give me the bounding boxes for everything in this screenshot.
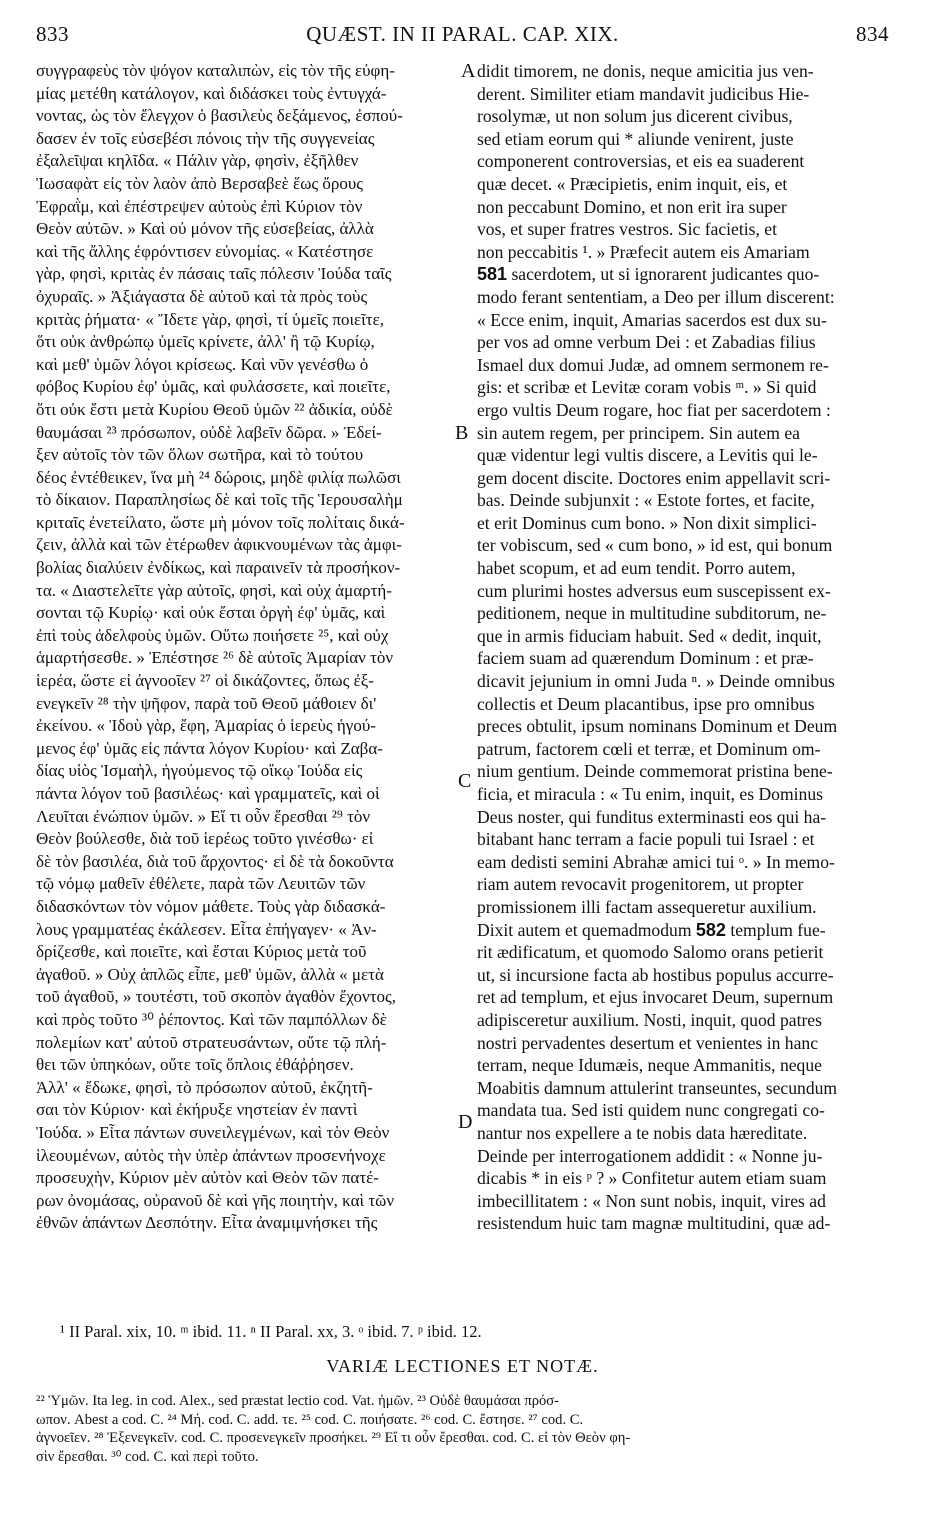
latin-text-line: bitabant hanc terram a facie populi tui Israel : et: [477, 829, 815, 850]
latin-text-line: sed etiam eorum qui * aliunde venirent, juste: [477, 128, 794, 149]
note-line: ²² Ὑμῶν. Ita leg. in cod. Alex., sed præstat lectio cod. Vat. ἡμῶν. ²³ Οὐδὲ θαυμάσαι πρόσ-: [36, 1393, 560, 1409]
greek-text-line: ἐθνῶν ἁπάντων Δεσπότην. Εἶτα ἀναμιμνήσκει τῆς: [36, 1213, 378, 1233]
latin-text-line: collectis et Deum placantibus, ipse pro omnibus: [477, 693, 815, 714]
greek-text-line: θει τῶν ὑπηκόων, οὔτε τοῖς ὅπλοις ἐθάῤῥησεν.: [36, 1055, 354, 1075]
latin-text-line: rosolymæ, ut non solum jus dicerent civibus,: [477, 106, 793, 127]
latin-text-line: per vos ad omne verbum Dei : et Zabadias filius: [477, 332, 816, 353]
greek-text-line: σαι τὸν Κύριον· καὶ ἐκήρυξε νηστείαν ἐν παντὶ: [36, 1100, 358, 1120]
greek-text-line: τα. « Διαστελεῖτε γὰρ αὐτοῖς, φησὶ, καὶ οὐχ ἁμαρτή-: [36, 580, 392, 600]
latin-text-line: ret ad templum, et ejus invocaret Deum, supernum: [477, 987, 834, 1008]
greek-text-line: δρίζεσθε, καὶ ποιεῖτε, καὶ ἔσται Κύριος μετὰ τοῦ: [36, 942, 367, 962]
greek-text-line: θαυμάσαι ²³ πρόσωπον, οὐδὲ λαβεῖν δῶρα. » Ἐδεί-: [36, 422, 382, 442]
greek-text-line: δὲ τὸν βασιλέα, διὰ τοῦ ἄρχοντος· εἰ δὲ τὰ δοκοῦντα: [36, 851, 394, 871]
greek-text-line: κριταῖς ἐνετείλατο, ὥστε μὴ μόνον τοῖς πολίταις δικά-: [36, 512, 405, 532]
latin-text-line: nostri pervadentes desertum et venientes in hanc: [477, 1032, 819, 1053]
greek-text-line: Ἰωσαφὰτ εἰς τὸν λαὸν ἀπὸ Βερσαβεὲ ἕως ὄρους: [36, 173, 363, 193]
latin-text-line: non peccabitis ¹. » Præfecit autem eis Amariam: [477, 241, 810, 262]
greek-text-line: ρων ὀνομάσας, οὐρανοῦ δὲ καὶ γῆς ποιητὴν, καὶ τῶν: [36, 1190, 395, 1210]
greek-text-line: δέος ἐντέθεικεν, ἵνα μὴ ²⁴ δώροις, μηδὲ φιλίᾳ πωλῶσι: [36, 467, 401, 487]
latin-text-line: didit timorem, ne donis, neque amicitia jus ven-: [477, 61, 814, 81]
greek-text-line: Ἰούδα. » Εἶτα πάντων συνειλεγμένων, καὶ τὸν Θεὸν: [36, 1122, 390, 1142]
greek-text-line: ἱερέα, ὥστε εἰ ἀγνοοῖεν ²⁷ οἱ δικάζοντες, ὅπως ἐξ-: [36, 671, 374, 691]
latin-text-line: dicabis * in eis ᵖ ? » Confitetur autem etiam suam: [477, 1168, 827, 1189]
greek-text-line: ἀγαθοῦ. » Οὐχ ἁπλῶς εἶπε, μεθ' ὑμῶν, ἀλλὰ « μετὰ: [36, 964, 384, 984]
note-line: ωπον. Abest a cod. C. ²⁴ Μή. cod. C. add. τε. ²⁵ cod. C. ποιήσατε. ²⁶ cod. C. ἔστησε. ²⁷ cod. C.: [36, 1411, 584, 1428]
margin-letter-c: C: [458, 770, 472, 792]
latin-text-line: habet scopum, et ad eum tendit. Porro autem,: [477, 558, 796, 579]
greek-text-line: ἐκείνου. « Ἰδοὺ γὰρ, ἔφη, Ἀμαρίας ὁ ἱερεὺς ἡγού-: [36, 716, 376, 736]
footnotes: ¹ II Paral. xix, 10. ᵐ ibid. 11. ⁿ II Paral. xx, 3. ᵒ ibid. 7. ᵖ ibid. 12.: [60, 1322, 482, 1341]
latin-text-line: Deinde per interrogationem addidit : « Nonne ju-: [477, 1145, 823, 1166]
greek-text-line: μενος ἐφ' ὑμᾶς εἰς πάντα λόγον Κυρίου· καὶ Ζαβα-: [36, 738, 383, 758]
latin-text-line: sin autem regem, per principem. Sin autem ea: [477, 422, 800, 443]
greek-text-line: φόβος Κυρίου ἐφ' ὑμᾶς, καὶ φυλάσσετε, καὶ ποιεῖτε,: [36, 377, 391, 397]
greek-text-line: σονται τῷ Κυρίῳ· καὶ οὐκ ἔσται ὀργὴ ἐφ' ὑμᾶς, καὶ: [36, 603, 386, 623]
greek-text-line: συγγραφεὺς τὸν ψόγον καταλιπὼν, εἰς τὸν τῆς εὐφη-: [36, 61, 395, 80]
latin-text-line: « Ecce enim, inquit, Amarias sacerdos est dux su-: [477, 309, 827, 330]
latin-text-line: gis: et scribæ et Levitæ coram vobis ᵐ. » Si quid: [477, 377, 817, 398]
greek-text-line: καὶ τῆς ἄλλης ἐφρόντισεν εὐνομίας. « Κατέστησε: [36, 241, 374, 261]
latin-text-line: adipisceretur auxilium. Nosti, inquit, quod patres: [477, 1009, 822, 1030]
latin-text-line: mandata tua. Sed isti quidem nunc congregati co-: [477, 1100, 825, 1121]
latin-text-line: non peccabunt Domino, et non erit ira super: [477, 196, 787, 217]
latin-text-line: ergo vultis Deum rogare, hoc fiat per sacerdotem :: [477, 399, 831, 420]
latin-text-line: riam autem revocavit progenitorem, ut propter: [477, 874, 804, 895]
latin-text-line: rit ædificatum, et quomodo Salomo orans petierit: [477, 942, 824, 963]
latin-text-line: dicavit jejunium in omni Juda ⁿ. » Deinde omnibus: [477, 671, 835, 692]
greek-text-line: προσευχὴν, Κύριον μὲν αὐτὸν καὶ Θεὸν τῶν πατέ-: [36, 1168, 379, 1188]
greek-text-line: μίας μετέθη κατάλογον, καὶ διδάσκει τοὺς ἐντυγχά-: [36, 83, 387, 103]
greek-text-line: Θεὸν αὐτῶν. » Καὶ οὐ μόνον τῆς εὐσεβείας, ἀλλὰ: [36, 219, 374, 239]
greek-text-line: ὅτι οὐκ ἀνθρώπῳ ὑμεῖς κρίνετε, ἀλλ' ἢ τῷ Κυρίῳ,: [36, 332, 375, 352]
margin-letter-d: D: [458, 1111, 473, 1133]
latin-text-line: Dixit autem et quemadmodum 582 templum fue-: [477, 919, 826, 940]
latin-text-line: Moabitis damnum attulerint transeuntes, secundum: [477, 1077, 838, 1098]
latin-text-line: patrum, factorem cœli et terræ, et Dominum om-: [477, 738, 821, 759]
margin-letter-a: A: [461, 60, 476, 82]
page-number-right: 834: [856, 22, 889, 46]
greek-text-line: ἁμαρτήσεσθε. » Ἐπέστησε ²⁶ δὲ αὐτοῖς Ἀμαρίαν τὸν: [36, 648, 394, 668]
latin-text-line: modo ferant sententiam, a Deo per illum discerent:: [477, 286, 835, 307]
greek-text-line: λους γραμματέας ἐκάλεσεν. Εἶτα ἐπήγαγεν· « Ἀν-: [36, 919, 377, 939]
margin-letter-b: B: [455, 422, 469, 444]
latin-text-line: imbecillitatem : « Non sunt nobis, inquit, vires ad: [477, 1190, 826, 1211]
greek-text-line: τῷ νόμῳ μαθεῖν ἐθέλετε, παρὰ τῶν Λευιτῶν τῶν: [36, 874, 366, 894]
greek-text-line: τὸ δίκαιον. Παραπλησίως δὲ καὶ τοῖς τῆς Ἱερουσαλὴμ: [36, 490, 403, 510]
latin-text-line: ut, si incursione facta ab hostibus populus accurre-: [477, 964, 834, 985]
latin-text-line: cum plurimi hostes adversus eum suscepissent ex-: [477, 580, 831, 601]
greek-column: [36, 60, 456, 1310]
latin-column: [477, 60, 890, 1310]
latin-text-line: terram, neque Idumæis, neque Ammanitis, neque: [477, 1055, 822, 1076]
greek-text-line: καὶ πρὸς τοῦτο ³⁰ ῥέποντος. Καὶ τῶν παμπόλλων δὲ: [36, 1009, 387, 1029]
latin-text-line: preces obtulit, ipsum nominans Dominum et Deum: [477, 716, 838, 737]
greek-text-line: διδασκόντων τὸν νόμον μάθετε. Τοὺς γὰρ διδασκά-: [36, 896, 386, 916]
greek-text-line: νοντας, ὡς τὸν ἔλεγχον ὁ βασιλεὺς δεξάμενος, ἐσπού-: [36, 106, 403, 126]
edition-page-marker: 582: [695, 919, 726, 940]
greek-text-line: καὶ μεθ' ὑμῶν λόγοι κρίσεως. Καὶ νῦν γενέσθω ὁ: [36, 354, 369, 374]
greek-text-line: ἐπὶ τοὺς ἀδελφοὺς ὑμῶν. Οὕτω ποιήσετε ²⁵, καὶ οὐχ: [36, 625, 389, 645]
latin-text-line: 581 sacerdotem, ut si ignorarent judicantes quo-: [477, 264, 820, 285]
latin-text-line: Deus noster, qui funditus exterminasti eos qui ha-: [477, 806, 827, 827]
latin-text-line: derent. Similiter etiam mandavit judicibus Hie-: [477, 83, 810, 104]
greek-text-line: πάντα λόγον τοῦ βασιλέως· καὶ γραμματεῖς, καὶ οἱ: [36, 784, 380, 803]
greek-text-line: Λευῖται ἐνώπιον ὑμῶν. » Εἴ τι οὖν ἔρεσθαι ²⁹ τὸν: [36, 806, 371, 826]
latin-text-line: nantur nos expellere a te nobis data hæreditate.: [477, 1122, 808, 1143]
greek-text-line: ενεγκεῖν ²⁸ τὴν ψῆφον, παρὰ τοῦ Θεοῦ μάθοιεν δι': [36, 693, 377, 713]
latin-text-line: gem docent discite. Doctores enim appellavit scri-: [477, 467, 831, 488]
note-line: ἀγνοεῖεν. ²⁸ Ἐξενεγκεῖν. cod. C. προσενεγκεῖν προσήκει. ²⁹ Εἴ τι οὖν ἔρεσθαι. cod. C. εἰ τὸν Θεὸν φη-: [36, 1430, 631, 1446]
greek-text-line: ζειν, ἀλλὰ καὶ τῶν ἑτέρωθεν ἀφικνουμένων τὰς ἀμφι-: [36, 535, 402, 555]
greek-text-line: ξεν αὐτοῖς τὸν τῶν ὅλων σωτῆρα, καὶ τὸ τούτου: [36, 445, 364, 465]
latin-text-line: faciem suam ad quærendum Dominum : et præ-: [477, 648, 814, 669]
greek-text-line: ἱλεουμένων, αὐτὸς τὴν ὑπὲρ ἁπάντων προσενήνοχε: [36, 1145, 386, 1165]
latin-text-line: bas. Deinde subjunxit : « Estote fortes, et facite,: [477, 490, 815, 511]
latin-text-line: eam dedisti semini Abrahæ amici tui ᵒ. » In memo-: [477, 851, 835, 872]
greek-text-line: τοῦ ἀγαθοῦ, » τουτέστι, τοῦ σκοπὸν ἀγαθὸν ἔχοντος,: [36, 987, 397, 1007]
greek-text-line: Ἀλλ' « ἔδωκε, φησὶ, τὸ πρόσωπον αὐτοῦ, ἐκζητῆ-: [36, 1077, 373, 1097]
note-line: σὶν ἔρεσθαι. ³⁰ cod. C. καὶ περὶ τοῦτο.: [36, 1448, 259, 1465]
latin-text-line: et erit Dominus cum bono. » Non dixit simplici-: [477, 512, 817, 533]
greek-text-line: δίας υἱὸς Ἰσμαὴλ, ἡγούμενος τῷ οἴκῳ Ἰούδα εἰς: [36, 761, 363, 781]
running-head: [36, 22, 889, 52]
variant-readings-notes: [36, 1392, 889, 1466]
latin-text-line: que in armis fiduciam habuit. Sed « dedit, inquit,: [477, 625, 822, 646]
latin-text-line: peditionem, neque in multitudine subditorum, ne-: [477, 603, 827, 624]
latin-text-line: vos, et super fratres vestros. Sic facietis, et: [477, 219, 777, 240]
latin-text-line: ter vobiscum, sed « cum bono, » id est, qui bonum: [477, 535, 833, 556]
greek-text-line: πολεμίων κατ' αὐτοῦ στρατευσάντων, οὔτε τῷ πλή-: [36, 1032, 387, 1052]
notes-heading: VARIÆ LECTIONES ET NOTÆ.: [326, 1356, 599, 1376]
latin-text-line: componerent controversias, et eis ea suaderent: [477, 151, 805, 172]
page-number-left: 833: [36, 22, 69, 46]
greek-text-line: Ἐφραῒμ, καὶ ἐπέστρεψεν αὐτοὺς ἐπὶ Κύριον τὸν: [36, 196, 363, 216]
latin-text-line: nium gentium. Deinde commemorat pristina bene-: [477, 761, 833, 782]
greek-text-line: δασεν ἐν τοῖς εὐσεβέσι πόνοις τὴν τῆς συγγενείας: [36, 128, 375, 148]
greek-text-line: κριτὰς ῥήματα· « Ἴδετε γὰρ, φησὶ, τί ὑμεῖς ποιεῖτε,: [36, 309, 384, 329]
latin-text-line: Ismael dux domui Judæ, ad omnem sermonem re-: [477, 354, 829, 375]
greek-text-line: ἐξαλεῖψαι κηλῖδα. « Πάλιν γὰρ, φησὶν, ἐξῆλθεν: [36, 151, 359, 171]
latin-text-line: resistendum huic tam magnæ multitudini, quæ ad-: [477, 1213, 831, 1234]
edition-page-marker: 581: [477, 264, 508, 285]
latin-text-line: promissionem illi factam assequeretur auxilium.: [477, 896, 817, 917]
greek-text-line: ὅτι οὐκ ἔστι μετὰ Κυρίου Θεοῦ ὑμῶν ²² ἀδικία, οὐδὲ: [36, 399, 393, 419]
latin-text-line: quæ videntur legi vultis discere, a Levitis qui le-: [477, 445, 818, 466]
greek-text-line: ὀχυραῖς. » Ἀξιάγαστα δὲ αὐτοῦ καὶ τὰ πρὸς τοὺς: [36, 286, 368, 306]
page-title: QUÆST. IN II PARAL. CAP. XIX.: [306, 22, 619, 46]
greek-text-line: γὰρ, φησὶ, κριτὰς ἐν πάσαις ταῖς πόλεσιν Ἰούδα ταῖς: [36, 264, 392, 284]
latin-text-line: ficia, et miracula : « Tu enim, inquit, es Dominus: [477, 784, 823, 804]
greek-text-line: βολίας διαλύειν ἐνδίκως, καὶ παραινεῖν τὰ προσήκον-: [36, 558, 401, 578]
greek-text-line: Θεὸν βούλεσθε, διὰ τοῦ ἱερέως τοῦτο γινέσθω· εἰ: [36, 829, 374, 849]
latin-text-line: quæ decet. « Præcipietis, enim inquit, eis, et: [477, 173, 788, 194]
